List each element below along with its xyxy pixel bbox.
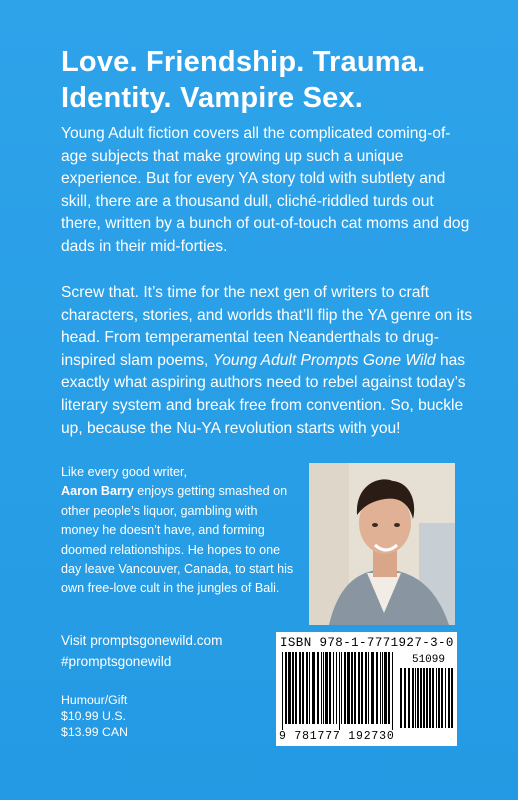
barcode-bar	[382, 652, 383, 724]
barcode-bar	[392, 652, 393, 730]
barcode-bar	[292, 652, 294, 724]
barcode-addon-bar	[417, 668, 419, 728]
barcode-addon-number: 51099	[411, 654, 445, 666]
blurb-paragraph-1: Young Adult fiction covers all the complicated coming-of-age subjects that make growing up such a unique experience. But for every YA story told with subtlety and skill, there are a thousand dull, cliché-riddled turds out there, written by a bunch of out-of-touch cat moms and dog dads in their mid-forties.	[61, 125, 470, 255]
barcode-bar	[321, 652, 322, 724]
price-info	[61, 692, 128, 740]
barcode-bar	[325, 652, 328, 724]
barcode-addon-bar	[426, 668, 428, 728]
headline	[61, 44, 481, 116]
barcode-addon-bar	[400, 668, 402, 728]
isbn-label: ISBN 978-1-7771927-3-0	[280, 636, 454, 650]
barcode-bar	[354, 652, 356, 724]
barcode-bar	[288, 652, 291, 724]
barcode-bar	[371, 652, 374, 724]
barcode-addon-bar	[445, 668, 446, 728]
barcode-addon-bar	[404, 668, 406, 728]
headline-line-1: Love. Friendship. Trauma.	[61, 46, 426, 78]
barcode-bar	[329, 652, 331, 724]
barcode-bar	[368, 652, 369, 724]
barcode-bar	[380, 652, 381, 724]
barcode-bar	[376, 652, 378, 724]
bio-start: Like every good writer,	[61, 465, 187, 479]
barcode-addon-bar	[408, 668, 410, 728]
barcode-addon-bar	[448, 668, 450, 728]
blurb-p2-end: has exactly what aspiring authors need to rebel against today’s literary system and break free from convention. So, buckle up, because the Nu-YA revolution starts with you!	[61, 351, 466, 437]
barcode-bar	[299, 652, 301, 724]
barcode-bar	[365, 652, 367, 724]
author-name: Aaron Barry	[61, 484, 134, 499]
barcode-bar	[309, 652, 310, 724]
barcode-bar	[282, 652, 283, 730]
website-info	[61, 630, 222, 672]
headline-line-2: Identity. Vampire Sex.	[61, 82, 364, 114]
bio-rest: enjoys getting smashed on other people’s liquor, gambling with money he doesn’t have, and forming doomed relationships. He hopes to one day leave Vancouver, Canada, to start his own free-love cult in the jungles of Bali.	[61, 484, 294, 596]
barcode-bar	[347, 652, 350, 724]
barcode-addon-bar	[436, 668, 437, 728]
barcode-addon-bar	[438, 668, 440, 728]
barcode-bars	[276, 632, 457, 746]
barcode-addon-bar	[423, 668, 425, 728]
barcode-bar	[341, 652, 342, 724]
barcode-bar	[312, 652, 315, 724]
price-us: $10.99 U.S.	[61, 709, 126, 723]
isbn-barcode	[276, 632, 457, 746]
barcode-addon-bar	[420, 668, 422, 728]
barcode-number: 9 781777 192730	[279, 730, 395, 743]
barcode-bar	[388, 652, 390, 724]
barcode-bar	[339, 652, 340, 730]
barcode-bar	[351, 652, 353, 724]
barcode-addon-bar	[432, 668, 434, 728]
barcode-bar	[358, 652, 360, 724]
barcode-bar	[361, 652, 363, 724]
blurb-p2-start: Screw that. It’s time for the next gen of writers to craft characters, stories, and worlds that’ll flip the YA genre on its head. From temperamental teen Neanderthals to drug-inspired slam poems,	[61, 284, 473, 369]
barcode-addon-bar	[415, 668, 416, 728]
hashtag: #promptsgonewild	[61, 654, 172, 669]
barcode-bar	[323, 652, 324, 724]
barcode-bar	[384, 652, 387, 724]
barcode-bar	[295, 652, 297, 724]
price-can: $13.99 CAN	[61, 725, 128, 739]
author-photo	[309, 463, 455, 625]
barcode-addon-bar	[451, 668, 453, 728]
barcode-bar	[333, 652, 334, 724]
barcode-bar	[336, 652, 337, 724]
barcode-addon-bar	[412, 668, 414, 728]
barcode-bar	[317, 652, 319, 724]
barcode-bar	[302, 652, 304, 724]
barcode-addon-bar	[441, 668, 443, 728]
author-bio	[61, 463, 295, 599]
barcode-bar	[285, 652, 287, 724]
barcode-bar	[306, 652, 308, 724]
category-label: Humour/Gift	[61, 693, 128, 707]
blurb-paragraph-2	[61, 282, 473, 440]
book-title-italic: Young Adult Prompts Gone Wild	[212, 351, 436, 369]
barcode-bar	[344, 652, 346, 724]
website-link[interactable]: Visit promptsgonewild.com	[61, 633, 223, 648]
barcode-addon-bar	[429, 668, 431, 728]
